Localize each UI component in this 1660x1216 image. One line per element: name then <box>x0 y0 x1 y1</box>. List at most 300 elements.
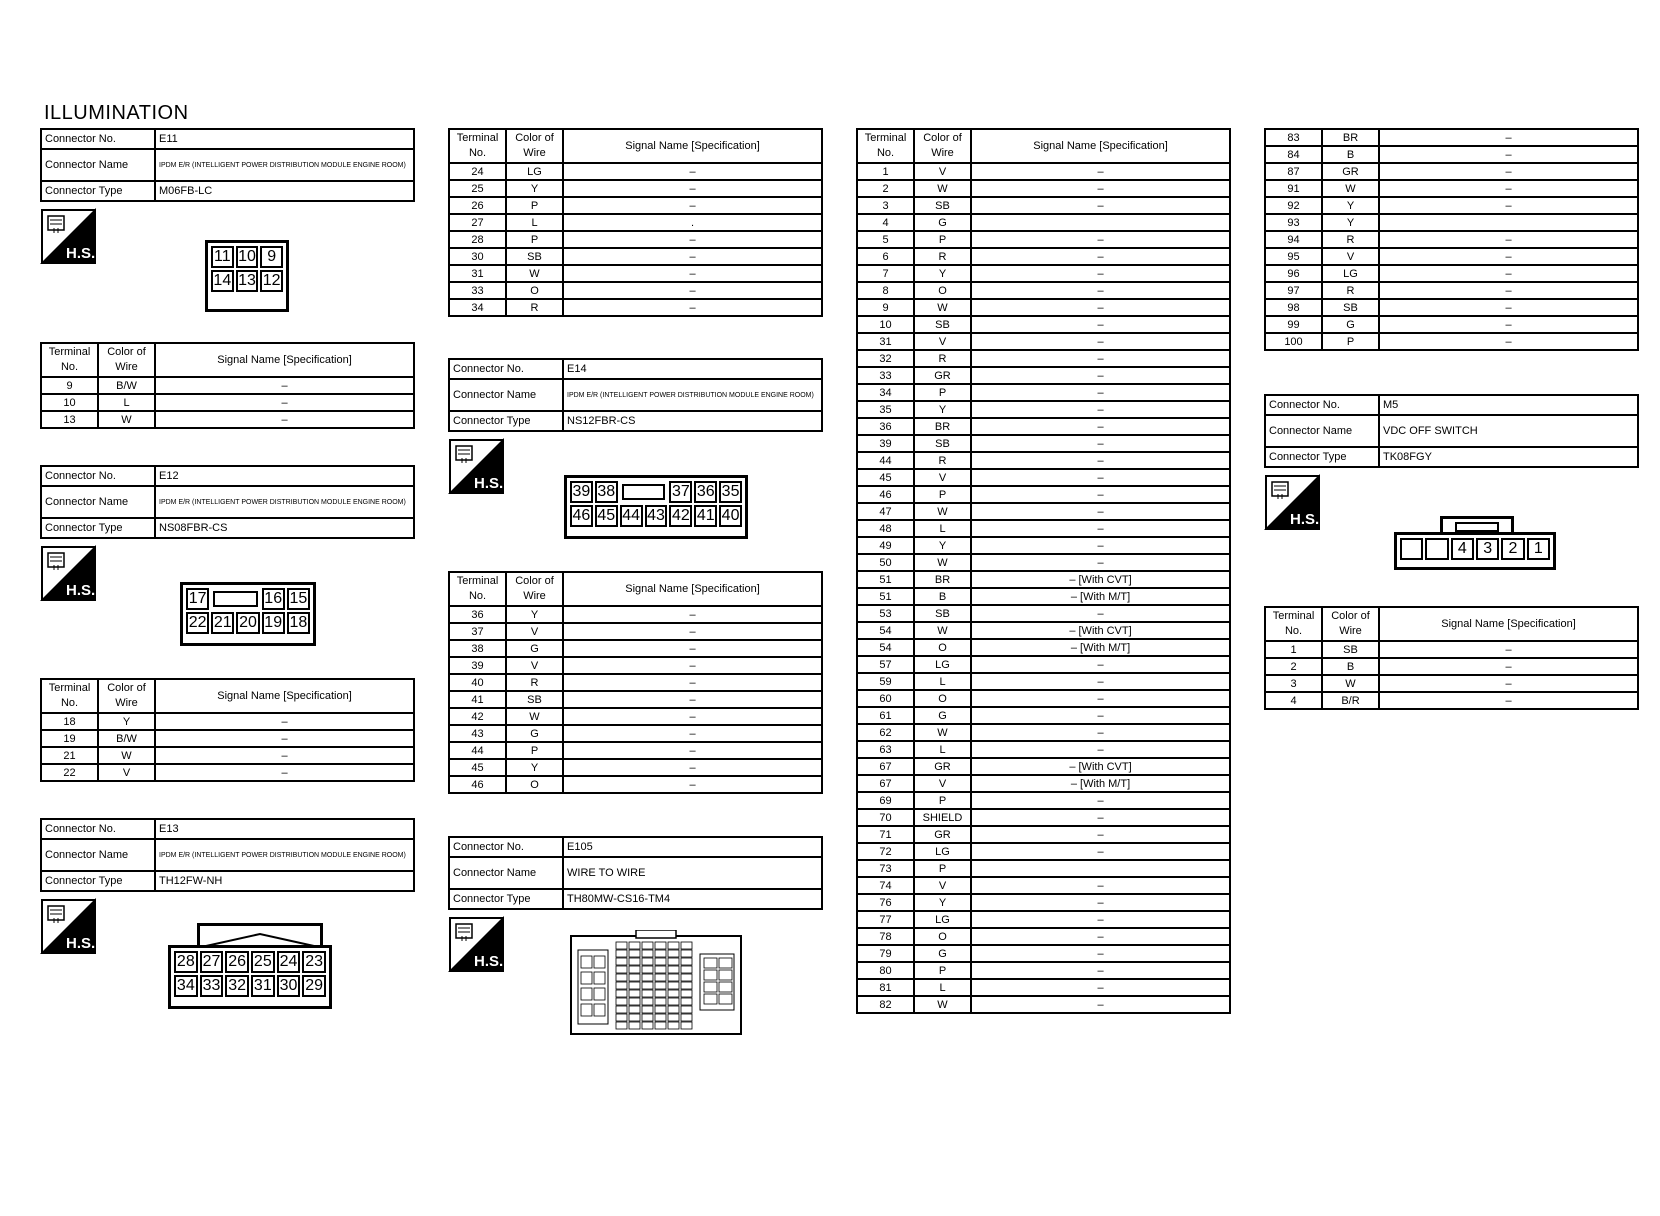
connector-name-value: WIRE TO WIRE <box>563 857 822 889</box>
table-row <box>449 640 822 657</box>
table-row <box>857 707 1230 724</box>
connector-e105-terminals <box>856 128 1231 1014</box>
signal-name-cell: – <box>155 747 414 764</box>
wire-color-cell: SB <box>914 605 971 622</box>
table-row <box>41 730 414 747</box>
connector-e14-terminals <box>448 571 823 794</box>
wire-color-cell: B <box>1322 146 1379 163</box>
signal-name-cell: . <box>563 214 822 231</box>
terminal-no-cell: 48 <box>857 520 914 537</box>
signal-name-cell: – <box>971 911 1230 928</box>
terminal-no-header: Terminal No. <box>857 129 914 163</box>
table-row <box>449 282 822 299</box>
table-row <box>449 776 822 793</box>
pin: 45 <box>595 505 618 527</box>
pin <box>1425 538 1448 560</box>
terminal-no-header: Terminal No. <box>449 129 506 163</box>
wire-color-cell: V <box>914 877 971 894</box>
pin: 14 <box>211 270 234 292</box>
terminal-no-cell: 97 <box>1265 282 1322 299</box>
terminal-no-cell: 40 <box>449 674 506 691</box>
signal-name-cell: – <box>563 248 822 265</box>
terminal-no-cell: 79 <box>857 945 914 962</box>
wire-color-cell: W <box>914 299 971 316</box>
terminal-no-cell: 24 <box>449 163 506 180</box>
terminal-no-cell: 13 <box>41 411 98 428</box>
terminal-no-cell: 95 <box>1265 248 1322 265</box>
signal-name-cell: – <box>971 231 1230 248</box>
terminal-no-cell: 41 <box>449 691 506 708</box>
wire-color-cell: Y <box>98 713 155 730</box>
terminal-no-cell: 26 <box>449 197 506 214</box>
signal-name-cell: – <box>1379 641 1638 658</box>
signal-name-cell: – <box>155 764 414 781</box>
table-row <box>1265 299 1638 316</box>
connector-e105-face <box>570 930 742 1036</box>
terminal-no-header: Terminal No. <box>41 679 98 713</box>
wire-color-cell: SB <box>506 691 563 708</box>
signal-name-cell: – <box>1379 316 1638 333</box>
pin-cavity <box>719 970 732 980</box>
table-row <box>857 826 1230 843</box>
table-row <box>857 401 1230 418</box>
connector-name-label: Connector Name <box>41 486 155 518</box>
pin: 32 <box>225 975 249 997</box>
terminal-no-cell: 100 <box>1265 333 1322 350</box>
pin-cavity <box>668 998 679 1005</box>
terminal-no-cell: 35 <box>857 401 914 418</box>
table-row <box>857 384 1230 401</box>
signal-name-cell: – <box>563 282 822 299</box>
wire-color-cell: O <box>506 776 563 793</box>
signal-name-cell: – <box>563 180 822 197</box>
signal-name-cell: – [With M/T] <box>971 639 1230 656</box>
pin: 29 <box>302 975 326 997</box>
signal-name-cell: – <box>971 928 1230 945</box>
pin-cavity <box>681 974 692 981</box>
wire-color-cell: P <box>506 231 563 248</box>
terminal-no-cell: 5 <box>857 231 914 248</box>
pin-grid <box>171 948 329 1000</box>
pin: 40 <box>719 505 742 527</box>
table-row <box>449 759 822 776</box>
table-row <box>449 606 822 623</box>
wire-color-cell: G <box>506 725 563 742</box>
wire-color-cell: LG <box>914 656 971 673</box>
pin-cavity <box>655 958 666 965</box>
connector-no-value: E14 <box>563 359 822 379</box>
pin-cavity <box>681 958 692 965</box>
signal-name-cell: – <box>563 708 822 725</box>
signal-name-cell: – <box>563 691 822 708</box>
wire-color-cell: GR <box>914 367 971 384</box>
connector-name-label: Connector Name <box>41 839 155 871</box>
connector-e12-terminals <box>40 678 415 782</box>
table-row <box>449 708 822 725</box>
pin-cavity <box>655 966 666 973</box>
table-row <box>1265 231 1638 248</box>
terminal-no-cell: 2 <box>1265 658 1322 675</box>
table-row <box>857 265 1230 282</box>
svg-text:H.S.: H.S. <box>66 245 96 262</box>
wire-color-cell: V <box>914 775 971 792</box>
hs-icon <box>40 208 96 264</box>
terminal-table <box>1264 128 1639 351</box>
table-row <box>857 962 1230 979</box>
signal-name-cell: – <box>971 248 1230 265</box>
signal-name-cell: – <box>971 673 1230 690</box>
wire-color-cell: Y <box>1322 214 1379 231</box>
pin-cavity <box>704 994 717 1004</box>
table-row <box>857 758 1230 775</box>
pin-cavity <box>704 970 717 980</box>
signal-name-cell: – [With M/T] <box>971 775 1230 792</box>
terminal-no-cell: 74 <box>857 877 914 894</box>
signal-name-cell: – <box>563 776 822 793</box>
wire-color-cell: BR <box>914 571 971 588</box>
signal-name-cell: – <box>563 725 822 742</box>
pin-cavity <box>581 972 592 984</box>
pin-cavity <box>642 998 653 1005</box>
pin-cavity <box>594 1004 605 1016</box>
wire-color-cell: SB <box>1322 641 1379 658</box>
connector-e11-terminals <box>40 342 415 429</box>
terminal-table <box>1264 606 1639 710</box>
terminal-no-cell: 34 <box>449 299 506 316</box>
pin-cavity <box>655 982 666 989</box>
connector-m5-terminals <box>1264 606 1639 710</box>
terminal-no-cell: 77 <box>857 911 914 928</box>
terminal-no-cell: 31 <box>857 333 914 350</box>
signal-name-cell: – <box>971 537 1230 554</box>
connector-name-value: IPDM E/R (INTELLIGENT POWER DISTRIBUTION MODULE ENGINE ROOM) <box>155 149 414 181</box>
wire-color-cell: G <box>506 640 563 657</box>
signal-name-cell: – <box>971 962 1230 979</box>
signal-header: Signal Name [Specification] <box>1379 607 1638 641</box>
pin-cavity <box>719 994 732 1004</box>
signal-name-cell: – <box>971 180 1230 197</box>
pin-cavity <box>655 1006 666 1013</box>
wire-color-cell: BR <box>1322 129 1379 146</box>
table-row <box>857 571 1230 588</box>
table-row <box>857 248 1230 265</box>
pin-cavity <box>655 1014 666 1021</box>
terminal-no-cell: 46 <box>857 486 914 503</box>
pin <box>1400 538 1423 560</box>
table-row <box>857 282 1230 299</box>
table-row <box>857 775 1230 792</box>
signal-name-cell: – <box>971 316 1230 333</box>
connector-no-label: Connector No. <box>449 837 563 857</box>
table-row <box>857 231 1230 248</box>
pin: 35 <box>719 481 742 503</box>
signal-header: Signal Name [Specification] <box>155 343 414 377</box>
signal-name-cell: – <box>971 163 1230 180</box>
pin-cavity <box>616 1022 627 1029</box>
terminal-no-cell: 84 <box>1265 146 1322 163</box>
pin-cavity <box>681 990 692 997</box>
wire-color-cell: W <box>98 747 155 764</box>
connector-no-label: Connector No. <box>1265 395 1379 415</box>
pin: 42 <box>669 505 692 527</box>
terminal-no-cell: 36 <box>449 606 506 623</box>
wire-color-cell: V <box>1322 248 1379 265</box>
signal-header: Signal Name [Specification] <box>155 679 414 713</box>
wire-color-cell: B <box>1322 658 1379 675</box>
terminal-no-cell: 53 <box>857 605 914 622</box>
wire-color-cell: G <box>914 945 971 962</box>
terminal-no-cell: 30 <box>449 248 506 265</box>
pin-cavity <box>668 974 679 981</box>
terminal-no-cell: 27 <box>449 214 506 231</box>
latch <box>622 484 666 500</box>
terminal-no-cell: 47 <box>857 503 914 520</box>
pin-cavity <box>616 1006 627 1013</box>
wire-color-cell: P <box>914 486 971 503</box>
pin: 34 <box>174 975 198 997</box>
pin: 28 <box>174 951 198 973</box>
pin-cavity <box>655 998 666 1005</box>
connector-m5-block <box>1264 394 1639 468</box>
pin: 44 <box>620 505 643 527</box>
wire-color-cell: P <box>914 384 971 401</box>
table-row <box>857 792 1230 809</box>
terminal-no-cell: 54 <box>857 622 914 639</box>
signal-name-cell: – <box>1379 265 1638 282</box>
pin: 18 <box>287 612 310 634</box>
table-row <box>857 350 1230 367</box>
terminal-no-header: Terminal No. <box>41 343 98 377</box>
wire-color-cell: R <box>506 299 563 316</box>
wire-color-cell: O <box>914 928 971 945</box>
terminal-no-cell: 1 <box>1265 641 1322 658</box>
pin: 41 <box>694 505 717 527</box>
terminal-no-cell: 94 <box>1265 231 1322 248</box>
signal-name-cell: – <box>971 333 1230 350</box>
connector-e105-terminals-continued <box>1264 128 1639 351</box>
terminal-table <box>40 678 415 782</box>
table-row <box>1265 333 1638 350</box>
pin-cavity <box>629 950 640 957</box>
wire-color-cell: Y <box>1322 197 1379 214</box>
signal-name-cell: – <box>563 231 822 248</box>
wire-color-cell: L <box>914 979 971 996</box>
pin: 27 <box>200 951 224 973</box>
signal-name-cell: – <box>563 640 822 657</box>
pin-cavity <box>629 966 640 973</box>
connector-type-value: TK08FGY <box>1379 447 1638 467</box>
connector-name-label: Connector Name <box>449 379 563 411</box>
pin-cavity <box>655 942 666 949</box>
connector-name-label: Connector Name <box>41 149 155 181</box>
table-row <box>857 214 1230 231</box>
terminal-no-cell: 43 <box>449 725 506 742</box>
pin: 33 <box>200 975 224 997</box>
wire-color-cell: W <box>98 411 155 428</box>
table-row <box>1265 146 1638 163</box>
wire-color-cell: L <box>914 520 971 537</box>
signal-name-cell: – <box>971 384 1230 401</box>
signal-name-cell: – <box>971 520 1230 537</box>
signal-name-cell: – <box>563 742 822 759</box>
terminal-no-cell: 7 <box>857 265 914 282</box>
terminal-no-cell: 81 <box>857 979 914 996</box>
pin-cavity <box>642 958 653 965</box>
connector-no-value: E11 <box>155 129 414 149</box>
connector-e13-block <box>40 818 415 892</box>
wire-color-cell: W <box>914 996 971 1013</box>
wire-color-cell: L <box>98 394 155 411</box>
wire-color-cell: O <box>914 282 971 299</box>
terminal-no-cell: 3 <box>857 197 914 214</box>
pin: 37 <box>669 481 692 503</box>
pin-cavity <box>616 990 627 997</box>
signal-name-cell: – <box>155 411 414 428</box>
wire-color-cell: P <box>914 962 971 979</box>
signal-name-cell: – [With M/T] <box>971 588 1230 605</box>
wire-color-cell: W <box>506 708 563 725</box>
signal-header: Signal Name [Specification] <box>971 129 1230 163</box>
pin: 24 <box>277 951 301 973</box>
terminal-no-cell: 51 <box>857 571 914 588</box>
svg-text:H.S.: H.S. <box>66 935 96 952</box>
table-row <box>857 673 1230 690</box>
signal-name-cell: – <box>1379 658 1638 675</box>
table-row <box>857 367 1230 384</box>
table-row <box>449 214 822 231</box>
pin: 46 <box>570 505 593 527</box>
pin: 25 <box>251 951 275 973</box>
table-row <box>857 894 1230 911</box>
table-row <box>857 656 1230 673</box>
connector-no-value: E13 <box>155 819 414 839</box>
wire-color-cell: LG <box>914 911 971 928</box>
pin: 39 <box>570 481 593 503</box>
pin-cavity <box>668 958 679 965</box>
table-row <box>41 747 414 764</box>
terminal-no-cell: 49 <box>857 537 914 554</box>
connector-e13-terminals <box>448 128 823 317</box>
pin-cavity <box>616 942 627 949</box>
pin-cavity <box>655 1022 666 1029</box>
table-row <box>857 911 1230 928</box>
connector-type-label: Connector Type <box>41 518 155 538</box>
table-row <box>857 299 1230 316</box>
table-row <box>1265 129 1638 146</box>
wire-color-cell: R <box>914 248 971 265</box>
table-row <box>1265 163 1638 180</box>
pin-cavity <box>655 974 666 981</box>
table-row <box>857 724 1230 741</box>
table-row <box>857 996 1230 1013</box>
table-row <box>857 928 1230 945</box>
wire-color-cell: Y <box>914 401 971 418</box>
table-row <box>449 623 822 640</box>
hs-icon <box>40 898 96 954</box>
signal-name-cell: – <box>563 265 822 282</box>
table-row <box>41 411 414 428</box>
terminal-no-cell: 18 <box>41 713 98 730</box>
svg-text:H.S.: H.S. <box>1290 511 1320 528</box>
pin-cavity <box>642 966 653 973</box>
signal-name-cell: – <box>1379 231 1638 248</box>
table-row <box>449 197 822 214</box>
signal-name-cell: – <box>971 707 1230 724</box>
terminal-no-cell: 31 <box>449 265 506 282</box>
pin: 38 <box>595 481 618 503</box>
color-header: Color of Wire <box>914 129 971 163</box>
pin-cavity <box>642 974 653 981</box>
wire-color-cell: SB <box>914 197 971 214</box>
wire-color-cell: V <box>914 333 971 350</box>
pin-cavity <box>681 1022 692 1029</box>
wire-color-cell: B/W <box>98 377 155 394</box>
wire-color-cell: V <box>506 623 563 640</box>
terminal-no-cell: 59 <box>857 673 914 690</box>
pin: 20 <box>236 612 259 634</box>
pin: 3 <box>1476 538 1499 560</box>
signal-name-cell <box>971 860 1230 877</box>
connector-no-label: Connector No. <box>449 359 563 379</box>
pin-cavity <box>668 982 679 989</box>
signal-name-cell: – [With CVT] <box>971 622 1230 639</box>
connector-e13-info <box>40 818 415 892</box>
signal-name-cell: – <box>971 656 1230 673</box>
pin: 11 <box>211 246 234 268</box>
signal-header: Signal Name [Specification] <box>563 129 822 163</box>
terminal-no-cell: 87 <box>1265 163 1322 180</box>
terminal-no-cell: 9 <box>41 377 98 394</box>
signal-name-cell: – <box>1379 180 1638 197</box>
table-row <box>1265 214 1638 231</box>
signal-name-cell: – <box>971 401 1230 418</box>
terminal-no-cell: 60 <box>857 690 914 707</box>
pin-cavity <box>719 982 732 992</box>
terminal-no-header: Terminal No. <box>449 572 506 606</box>
wire-color-cell: LG <box>914 843 971 860</box>
pin-cavity <box>581 1004 592 1016</box>
table-row <box>449 742 822 759</box>
connector-e14-info <box>448 358 823 432</box>
connector-e11-block <box>40 128 415 202</box>
table-row <box>41 394 414 411</box>
terminal-no-cell: 39 <box>449 657 506 674</box>
connector-e105-block <box>448 836 823 910</box>
pin-grid <box>183 585 313 637</box>
table-row <box>449 231 822 248</box>
connector-e105-info <box>448 836 823 910</box>
wire-color-cell: SB <box>914 316 971 333</box>
pin-cavity <box>629 1022 640 1029</box>
wire-color-cell: G <box>914 214 971 231</box>
signal-name-cell: – <box>971 265 1230 282</box>
terminal-no-cell: 83 <box>1265 129 1322 146</box>
signal-name-cell: – <box>971 605 1230 622</box>
signal-name-cell: – <box>971 741 1230 758</box>
wire-color-cell: W <box>914 503 971 520</box>
pin-grid <box>208 243 286 295</box>
connector-type-value: NS08FBR-CS <box>155 518 414 538</box>
terminal-no-cell: 73 <box>857 860 914 877</box>
signal-name-cell: – [With CVT] <box>971 571 1230 588</box>
table-row <box>857 163 1230 180</box>
table-row <box>857 333 1230 350</box>
page-title: ILLUMINATION <box>44 102 189 124</box>
table-row <box>857 809 1230 826</box>
connector-type-label: Connector Type <box>41 181 155 201</box>
pin: 10 <box>236 246 259 268</box>
table-row <box>41 713 414 730</box>
